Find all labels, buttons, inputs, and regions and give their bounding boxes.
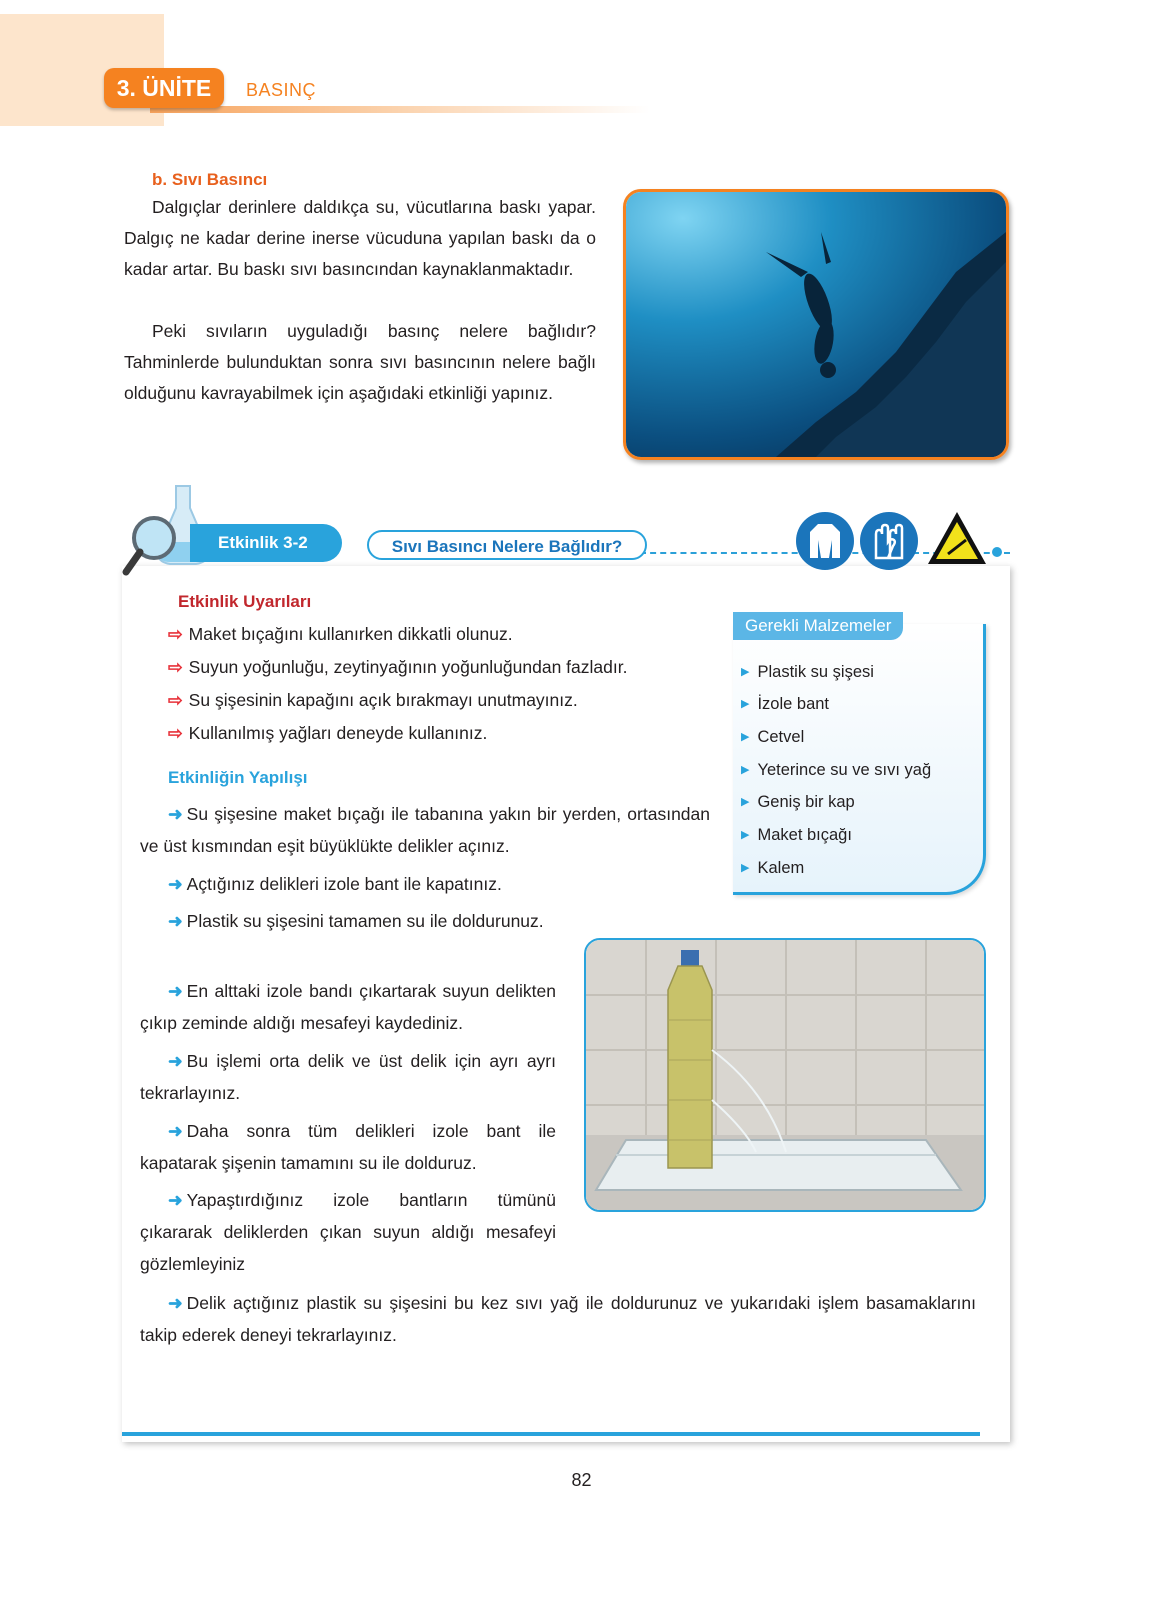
warnings-title: Etkinlik Uyarıları	[178, 592, 312, 611]
arrow-right-icon: ➜	[168, 874, 183, 894]
material-item: ▶ Cetvel	[741, 728, 805, 746]
header-underline	[150, 106, 650, 113]
bullet-triangle-icon: ▶	[741, 796, 750, 808]
bullet-triangle-icon: ▶	[741, 731, 750, 743]
warning-triangle-icon	[926, 510, 988, 566]
step-item: ➜ Bu işlemi orta delik ve üst delik için ayrı ayrı tekrarlayınız.	[140, 1051, 556, 1103]
step-item: ➜ Su şişesine maket bıçağı ile tabanına yakın bir yerden, ortasından ve üst kısmından eşit büyüklükte delikler açınız.	[140, 804, 710, 856]
bullet-triangle-icon: ▶	[741, 862, 750, 874]
material-item: ▶ Yeterince su ve sıvı yağ	[741, 761, 932, 779]
step-item: ➜ Delik açtığınız plastik su şişesini bu kez sıvı yağ ile doldurunuz ve yukarıdaki işlem basamaklarını takip ederek deneyi tekrarlayınız.	[140, 1293, 976, 1345]
bullet-triangle-icon: ▶	[741, 698, 750, 710]
materials-title: Gerekli Malzemeler	[733, 612, 903, 640]
intro-paragraph-2: Peki sıvıların uyguladığı basınç nelere bağlıdır? Tahminlerde bulunduktan sonra sıvı basıncının nelere bağlı olduğunu kavrayabilmek için aşağıdaki etkinliği yapınız.	[124, 321, 596, 403]
unit-title: BASINÇ	[246, 80, 317, 100]
unit-badge: 3. ÜNİTE	[104, 68, 224, 108]
material-item: ▶ Plastik su şişesi	[741, 663, 874, 681]
step-item: ➜ Daha sonra tüm delikleri izole bant ile kapatarak şişenin tamamını su ile dolduruz.	[140, 1121, 556, 1173]
panel-bottom-rule	[122, 1432, 980, 1436]
material-item: ▶ İzole bant	[741, 695, 830, 713]
arrow-right-icon: ➜	[168, 804, 183, 824]
warning-item: ⇨ Kullanılmış yağları deneyde kullanınız.	[168, 723, 488, 743]
gloves-icon	[860, 512, 918, 570]
material-item: ▶ Geniş bir kap	[741, 793, 855, 811]
arrow-right-icon: ➜	[168, 1190, 183, 1210]
bullet-triangle-icon: ▶	[741, 829, 750, 841]
warning-item: ⇨ Su şişesinin kapağını açık bırakmayı unutmayınız.	[168, 690, 578, 710]
section-title: b. Sıvı Basıncı	[152, 170, 268, 189]
arrow-right-icon: ➜	[168, 981, 183, 1001]
outline-arrow-icon: ⇨	[168, 624, 183, 644]
activity-badge: Etkinlik 3-2	[190, 524, 342, 562]
step-item: ➜ En alttaki izole bandı çıkartarak suyun delikten çıkıp zeminde aldığı mesafeyi kaydediniz.	[140, 981, 556, 1033]
bullet-triangle-icon: ▶	[741, 666, 750, 678]
bottle-experiment-photo	[584, 938, 986, 1212]
bullet-triangle-icon: ▶	[741, 764, 750, 776]
arrow-right-icon: ➜	[168, 1121, 183, 1141]
material-item: ▶ Kalem	[741, 859, 805, 877]
steps-title: Etkinliğin Yapılışı	[168, 768, 308, 787]
warning-item: ⇨ Suyun yoğunluğu, zeytinyağının yoğunluğundan fazladır.	[168, 657, 628, 677]
step-item: ➜ Yapaştırdığınız izole bantların tümünü çıkararak deliklerden çıkan suyun aldığı mesafeyi gözlemleyiniz	[140, 1190, 556, 1274]
intro-paragraph-1: Dalgıçlar derinlere daldıkça su, vücutlarına baskı yapar. Dalgıç ne kadar derine inerse vücuduna yapılan baskı da o kadar artar. Bu baskı sıvı basıncından kaynaklanmaktadır.	[124, 197, 596, 279]
step-item: ➜ Açtığınız delikleri izole bant ile kapatınız.	[168, 874, 502, 894]
material-item: ▶ Maket bıçağı	[741, 826, 852, 844]
step-item: ➜ Plastik su şişesini tamamen su ile doldurunuz.	[168, 911, 544, 931]
activity-title: Sıvı Basıncı Nelere Bağlıdır?	[367, 530, 647, 560]
arrow-right-icon: ➜	[168, 1051, 183, 1071]
lab-coat-icon	[796, 512, 854, 570]
page-number: 82	[571, 1470, 592, 1490]
warning-item: ⇨ Maket bıçağını kullanırken dikkatli olunuz.	[168, 624, 513, 644]
diver-photo	[623, 189, 1009, 460]
outline-arrow-icon: ⇨	[168, 657, 183, 677]
arrow-right-icon: ➜	[168, 1293, 183, 1313]
outline-arrow-icon: ⇨	[168, 690, 183, 710]
arrow-right-icon: ➜	[168, 911, 183, 931]
banner-dot	[992, 547, 1002, 557]
outline-arrow-icon: ⇨	[168, 723, 183, 743]
